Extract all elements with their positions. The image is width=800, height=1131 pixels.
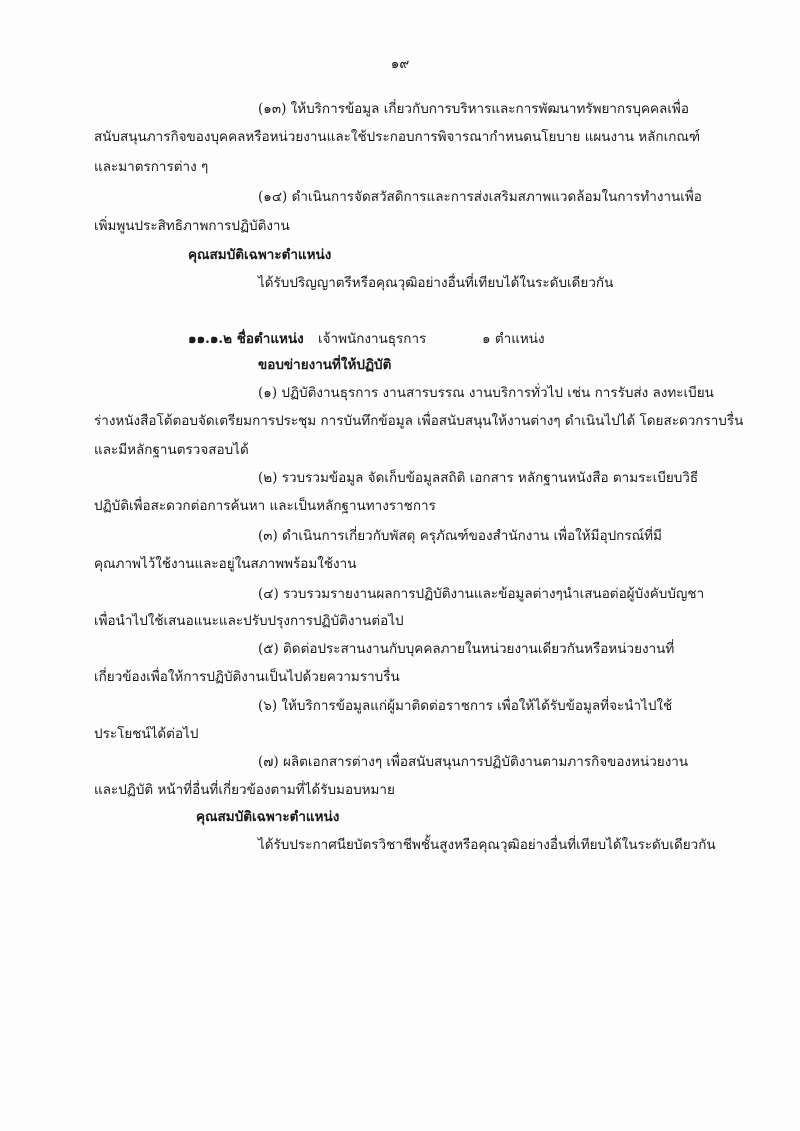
item-1-line-2: ร่างหนังสือโต้ตอบจัดเตรียมการประชุม การบันทึกข้อมูล เพื่อสนับสนุนให้งานต่างๆ ดำเนินไปได้ โดยสะดวกราบรื่น [94, 413, 744, 429]
qualification-text-2: ได้รับประกาศนียบัตรวิชาชีพชั้นสูงหรือคุณวุฒิอย่างอื่นที่เทียบได้ในระดับเดียวกัน [258, 837, 716, 853]
position-count: ๑ ตำแหน่ง [482, 331, 545, 347]
item-6-line-1: (๖) ให้บริการข้อมูลแก่ผู้มาติดต่อราชการ เพื่อให้ได้รับข้อมูลที่จะนำไปใช้ [258, 698, 673, 714]
scope-heading: ขอบข่ายงานที่ให้ปฏิบัติ [258, 357, 392, 373]
item-1-line-1: (๑) ปฏิบัติงานธุรการ งานสารบรรณ งานบริการทั่วไป เช่น การรับส่ง ลงทะเบียน [258, 385, 714, 401]
position-name: เจ้าพนักงานธุรการ [318, 331, 427, 347]
item-13-line-3: และมาตรการต่าง ๆ [94, 159, 209, 175]
item-3-line-1: (๓) ดำเนินการเกี่ยวกับพัสดุ ครุภัณฑ์ของสำนักงาน เพื่อให้มีอุปกรณ์ที่มี [258, 528, 662, 544]
item-1-line-3: และมีหลักฐานตรวจสอบได้ [94, 442, 249, 458]
item-13-line-2: สนับสนุนภารกิจของบุคคลหรือหน่วยงานและใช้ประกอบการพิจารณากำหนดนโยบาย แผนงาน หลักเกณฑ์ [94, 129, 701, 145]
item-4-line-2: เพื่อนำไปใช้เสนอแนะและปรับปรุงการปฏิบัติงานต่อไป [94, 613, 404, 629]
qualification-text-1: ได้รับปริญญาตรีหรือคุณวุฒิอย่างอื่นที่เทียบได้ในระดับเดียวกัน [258, 275, 614, 291]
item-4-line-1: (๔) รวบรวมรายงานผลการปฏิบัติงานและข้อมูลต่างๆนำเสนอต่อผู้บังคับบัญชา [258, 586, 705, 602]
item-13-line-1: (๑๓) ให้บริการข้อมูล เกี่ยวกับการบริหารและการพัฒนาทรัพยากรบุคคลเพื่อ [258, 101, 689, 117]
item-5-line-2: เกี่ยวข้องเพื่อให้การปฏิบัติงานเป็นไปด้วยความราบรื่น [94, 669, 400, 685]
item-2-line-2: ปฏิบัติเพื่อสะดวกต่อการค้นหา และเป็นหลักฐานทางราชการ [94, 498, 436, 514]
item-7-line-1: (๗) ผลิตเอกสารต่างๆ เพื่อสนับสนุนการปฏิบัติงานตามภารกิจของหน่วยงาน [258, 754, 689, 770]
item-3-line-2: คุณภาพไว้ใช้งานและอยู่ในสภาพพร้อมใช้งาน [94, 556, 357, 572]
item-5-line-1: (๕) ติดต่อประสานงานกับบุคคลภายในหน่วยงานเดียวกันหรือหน่วยงานที่ [258, 641, 675, 657]
item-14-line-2: เพิ่มพูนประสิทธิภาพการปฏิบัติงาน [94, 218, 290, 234]
position-heading-label: ๑๑.๑.๒ ชื่อตำแหน่ง [188, 331, 304, 347]
qualification-heading-2: คุณสมบัติเฉพาะตำแหน่ง [196, 809, 340, 825]
qualification-heading-1: คุณสมบัติเฉพาะตำแหน่ง [188, 247, 332, 263]
item-2-line-1: (๒) รวบรวมข้อมูล จัดเก็บข้อมูลสถิติ เอกสาร หลักฐานหนังสือ ตามระเบียบวิธี [258, 470, 699, 486]
item-6-line-2: ประโยชน์ได้ต่อไป [94, 726, 199, 742]
item-14-line-1: (๑๔) ดำเนินการจัดสวัสดิการและการส่งเสริมสภาพแวดล้อมในการทำงานเพื่อ [258, 189, 702, 205]
item-7-line-2: และปฏิบัติ หน้าที่อื่นที่เกี่ยวข้องตามที่ได้รับมอบหมาย [94, 782, 395, 798]
page-number: ๑๙ [390, 56, 410, 72]
